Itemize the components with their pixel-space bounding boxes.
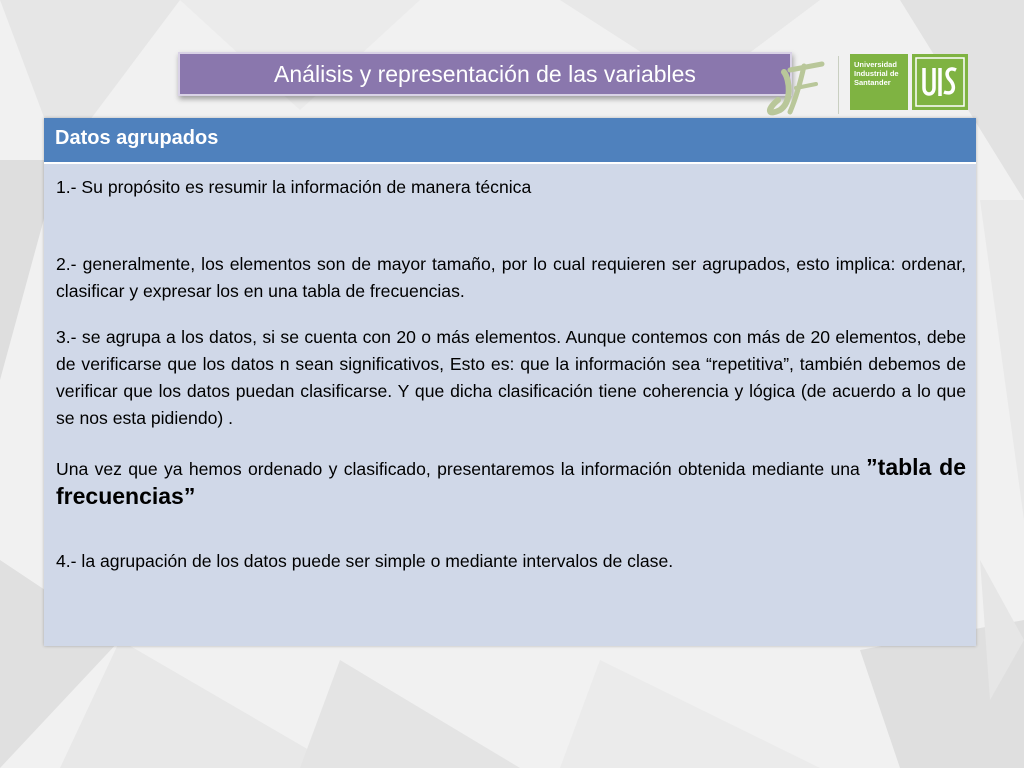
item-4-text: 4.- la agrupación de los datos puede ser simple o mediante intervalos de clase.: [56, 551, 674, 571]
summary-text: [56, 454, 966, 512]
script-signature-logo-icon: [760, 50, 830, 118]
table-body: [44, 164, 976, 646]
logo-divider: [838, 56, 839, 114]
summary-emphasis: ”tabla de frecuencias”: [56, 454, 966, 509]
university-name-line-1: Universidad: [854, 60, 897, 69]
slide-title: Análisis y representación de las variables: [178, 52, 792, 96]
university-name-line-2: Industrial de: [854, 69, 899, 78]
table-header: Datos agrupados: [44, 118, 976, 164]
summary-prefix: Una vez que ya hemos ordenado y clasificado, presentaremos la información obtenida mediante una: [56, 459, 867, 479]
item-2-text: 2.- generalmente, los elementos son de mayor tamaño, por lo cual requieren ser agrupados, esto implica: ordenar, clasificar y expresar los en una tabla de frecuencias.: [56, 254, 966, 301]
uis-monogram-logo-icon: [912, 54, 968, 110]
content-table: [44, 118, 976, 646]
university-name-line-3: Santander: [854, 78, 891, 87]
item-3-text: 3.- se agrupa a los datos, si se cuenta con 20 o más elementos. Aunque contemos con más de 20 elementos, debe de verificarse que los datos n sean significativos, Esto es: que la información sea “repetitiva”, también debemos de verificar que los datos puedan clasificarse. Y que dicha clasificación tiene coherencia y lógica (de acuerdo a lo que se nos esta pidiendo) .: [56, 327, 966, 428]
item-1-text: 1.- Su propósito es resumir la información de manera técnica: [56, 177, 532, 197]
university-name-logo: [850, 54, 908, 110]
